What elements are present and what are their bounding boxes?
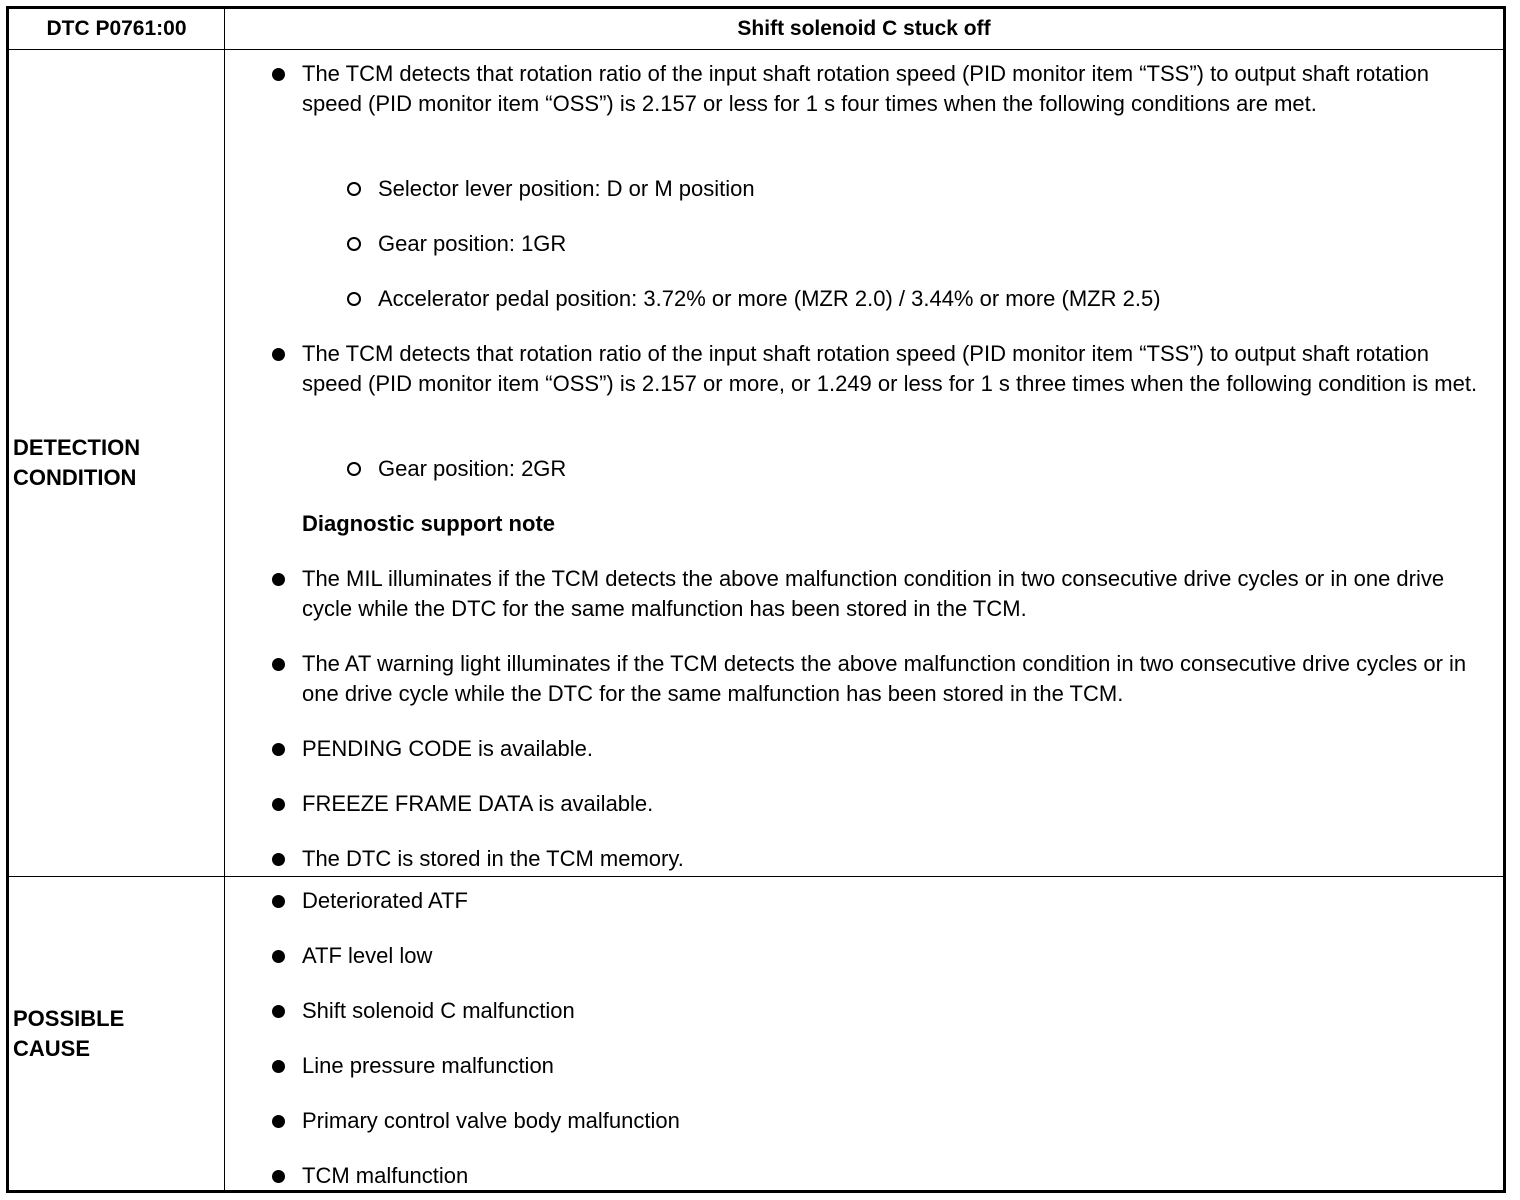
bullet-icon	[272, 895, 285, 908]
bullet-icon	[272, 68, 285, 81]
detection-condition-label	[13, 50, 218, 876]
section-divider	[9, 876, 1503, 877]
cause-label-line1: POSSIBLE	[13, 1005, 125, 1031]
bullet-icon	[272, 1170, 285, 1183]
cause-item: TCM malfunction	[302, 1163, 469, 1188]
condition-item: Gear position: 1GR	[378, 231, 567, 256]
detection-label-line1: DETECTION	[13, 435, 141, 460]
bullet-icon	[272, 573, 285, 586]
note-item: The AT warning light illuminates if the TCM detects the above malfunction condition in two consecutive drive cycles or in one drive cycle while the DTC for the same malfunction has been stored in the TCM.	[302, 651, 1467, 706]
note-item: The DTC is stored in the TCM memory.	[302, 846, 684, 871]
diagnostic-support-note-heading: Diagnostic support note	[302, 511, 555, 536]
circle-bullet-icon	[347, 462, 361, 476]
dtc-title: Shift solenoid C stuck off	[737, 17, 991, 40]
bullet-icon	[272, 1005, 285, 1018]
circle-bullet-icon	[347, 237, 361, 251]
possible-cause-label	[13, 877, 218, 1190]
detection-label-line2: CONDITION	[13, 465, 137, 490]
detection-bullet-1: The TCM detects that rotation ratio of the input shaft rotation speed (PID monitor item “TSS”) to output shaft rotation speed (PID monitor item “OSS”) is 2.157 or less for 1 s four times when the following conditions are met.	[302, 61, 1430, 116]
dtc-code: DTC P0761:00	[46, 17, 187, 40]
bullet-icon	[272, 348, 285, 361]
column-divider	[224, 9, 225, 1190]
bullet-icon	[272, 798, 285, 811]
circle-bullet-icon	[347, 182, 361, 196]
bullet-icon	[272, 658, 285, 671]
note-item: FREEZE FRAME DATA is available.	[302, 791, 654, 816]
condition-item: Selector lever position: D or M position	[378, 176, 755, 201]
cause-item: ATF level low	[302, 943, 433, 968]
dtc-table	[6, 6, 1506, 1193]
cause-label-line2: CAUSE	[13, 1035, 91, 1061]
note-item: The MIL illuminates if the TCM detects the above malfunction condition in two consecutive drive cycles or in one drive cycle while the DTC for the same malfunction has been stored in the TCM.	[302, 566, 1445, 621]
cause-item: Shift solenoid C malfunction	[302, 998, 575, 1023]
cause-item: Primary control valve body malfunction	[302, 1108, 680, 1133]
bullet-icon	[272, 853, 285, 866]
bullet-icon	[272, 950, 285, 963]
bullet-icon	[272, 743, 285, 756]
circle-bullet-icon	[347, 292, 361, 306]
header-divider	[9, 49, 1503, 50]
condition-item: Accelerator pedal position: 3.72% or more (MZR 2.0) / 3.44% or more (MZR 2.5)	[378, 286, 1161, 311]
bullet-icon	[272, 1115, 285, 1128]
condition-item: Gear position: 2GR	[378, 456, 567, 481]
note-item: PENDING CODE is available.	[302, 736, 593, 761]
bullet-icon	[272, 1060, 285, 1073]
detection-bullet-2: The TCM detects that rotation ratio of the input shaft rotation speed (PID monitor item “TSS”) to output shaft rotation speed (PID monitor item “OSS”) is 2.157 or more, or 1.249 or less for 1 s three times when the following condition is met.	[302, 341, 1478, 396]
cause-item: Deteriorated ATF	[302, 888, 468, 913]
cause-item: Line pressure malfunction	[302, 1053, 554, 1078]
